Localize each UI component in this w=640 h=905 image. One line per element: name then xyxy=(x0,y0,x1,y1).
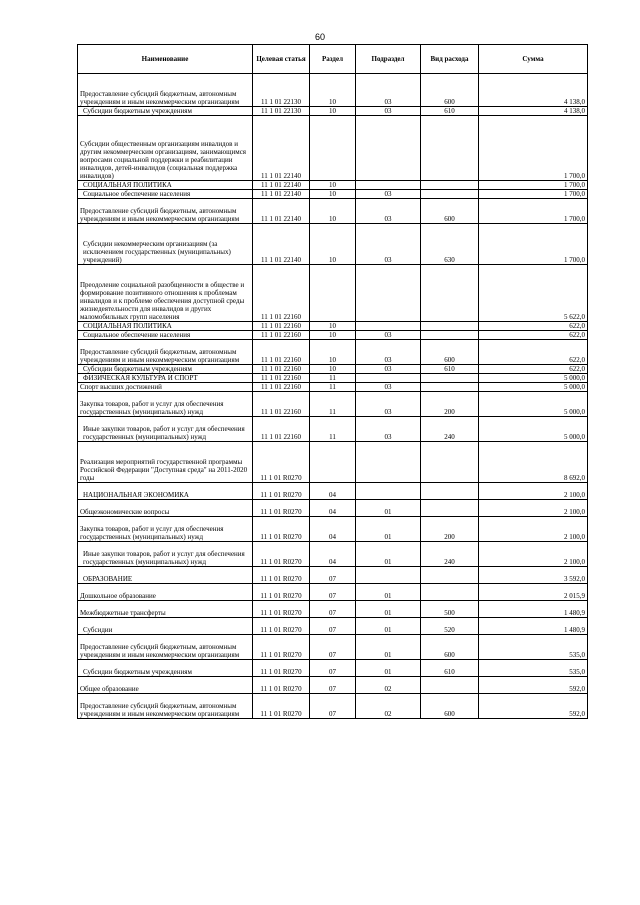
row-name: Предоставление субсидий бюджетным, автономным учреждениям и иным некоммерческим организациям xyxy=(78,340,253,365)
row-expense-type xyxy=(421,322,479,331)
table-row xyxy=(78,181,588,190)
row-subsection: 02 xyxy=(356,677,421,694)
row-target: 11 1 01 R0270 xyxy=(253,584,310,601)
row-section: 11 xyxy=(310,417,356,442)
header-name: Наименование xyxy=(78,45,253,74)
row-expense-type: 500 xyxy=(421,601,479,618)
row-sum: 4 138,0 xyxy=(479,74,588,107)
row-section: 07 xyxy=(310,694,356,719)
row-sum: 1 700,0 xyxy=(479,199,588,224)
table-row xyxy=(78,224,588,265)
page-number: 60 xyxy=(314,32,325,42)
table-row xyxy=(78,322,588,331)
row-sum: 5 622,0 xyxy=(479,265,588,322)
table-row xyxy=(78,677,588,694)
row-expense-type xyxy=(421,116,479,181)
row-sum: 5 000,0 xyxy=(479,374,588,383)
row-name: ОБРАЗОВАНИЕ xyxy=(78,567,253,584)
row-expense-type: 610 xyxy=(421,660,479,677)
row-sum: 2 100,0 xyxy=(479,542,588,567)
row-expense-type: 630 xyxy=(421,224,479,265)
row-target: 11 1 01 R0270 xyxy=(253,677,310,694)
row-name: НАЦИОНАЛЬНАЯ ЭКОНОМИКА xyxy=(78,483,253,500)
row-target: 11 1 01 22130 xyxy=(253,74,310,107)
row-name: Закупка товаров, работ и услуг для обеспечения государственных (муниципальных) нужд xyxy=(78,517,253,542)
row-expense-type xyxy=(421,331,479,340)
row-name: СОЦИАЛЬНАЯ ПОЛИТИКА xyxy=(78,181,253,190)
row-section: 04 xyxy=(310,517,356,542)
row-sum: 2 100,0 xyxy=(479,500,588,517)
row-section: 10 xyxy=(310,74,356,107)
row-target: 11 1 01 22160 xyxy=(253,383,310,392)
row-target: 11 1 01 R0270 xyxy=(253,618,310,635)
table-row xyxy=(78,383,588,392)
row-sum: 592,0 xyxy=(479,677,588,694)
row-sum: 1 700,0 xyxy=(479,190,588,199)
row-expense-type: 520 xyxy=(421,618,479,635)
table-row xyxy=(78,199,588,224)
table-row xyxy=(78,107,588,116)
row-expense-type xyxy=(421,500,479,517)
row-sum: 622,0 xyxy=(479,365,588,374)
table-row xyxy=(78,365,588,374)
row-section: 10 xyxy=(310,107,356,116)
row-subsection: 03 xyxy=(356,392,421,417)
table-row xyxy=(78,442,588,483)
row-expense-type xyxy=(421,374,479,383)
row-target: 11 1 01 R0270 xyxy=(253,442,310,483)
row-name: Субсидии бюджетным учреждениям xyxy=(78,660,253,677)
row-name: Иные закупки товаров, работ и услуг для обеспечения государственных (муниципальных) нужд xyxy=(78,417,253,442)
table-row xyxy=(78,500,588,517)
table-row xyxy=(78,635,588,660)
row-expense-type: 600 xyxy=(421,694,479,719)
row-sum: 4 138,0 xyxy=(479,107,588,116)
row-section: 10 xyxy=(310,365,356,374)
row-expense-type xyxy=(421,677,479,694)
row-expense-type: 610 xyxy=(421,365,479,374)
row-target: 11 1 01 22130 xyxy=(253,107,310,116)
row-section: 04 xyxy=(310,542,356,567)
row-sum: 1 700,0 xyxy=(479,181,588,190)
row-target: 11 1 01 22160 xyxy=(253,374,310,383)
row-subsection: 03 xyxy=(356,199,421,224)
row-subsection: 03 xyxy=(356,107,421,116)
row-section: 10 xyxy=(310,190,356,199)
row-expense-type: 600 xyxy=(421,199,479,224)
row-section: 07 xyxy=(310,567,356,584)
row-expense-type xyxy=(421,181,479,190)
row-subsection: 03 xyxy=(356,383,421,392)
row-subsection: 03 xyxy=(356,74,421,107)
row-subsection xyxy=(356,442,421,483)
table-row xyxy=(78,190,588,199)
row-subsection: 01 xyxy=(356,601,421,618)
row-sum: 592,0 xyxy=(479,694,588,719)
row-name: ФИЗИЧЕСКАЯ КУЛЬТУРА И СПОРТ xyxy=(78,374,253,383)
row-subsection xyxy=(356,483,421,500)
row-subsection: 01 xyxy=(356,618,421,635)
row-name: Межбюджетные трансферты xyxy=(78,601,253,618)
row-target: 11 1 01 R0270 xyxy=(253,517,310,542)
row-expense-type xyxy=(421,442,479,483)
row-section: 10 xyxy=(310,331,356,340)
row-sum: 5 000,0 xyxy=(479,392,588,417)
row-section: 10 xyxy=(310,224,356,265)
header-sum: Сумма xyxy=(479,45,588,74)
row-target: 11 1 01 22160 xyxy=(253,392,310,417)
row-section: 10 xyxy=(310,181,356,190)
row-subsection: 01 xyxy=(356,500,421,517)
row-sum: 3 592,0 xyxy=(479,567,588,584)
table-row xyxy=(78,265,588,322)
header-target: Целевая статья xyxy=(253,45,310,74)
row-subsection: 03 xyxy=(356,340,421,365)
table-row xyxy=(78,584,588,601)
row-target: 11 1 01 R0270 xyxy=(253,500,310,517)
row-expense-type xyxy=(421,190,479,199)
row-target: 11 1 01 22140 xyxy=(253,181,310,190)
row-subsection: 03 xyxy=(356,331,421,340)
row-name: Предоставление субсидий бюджетным, автономным учреждениям и иным некоммерческим организациям xyxy=(78,635,253,660)
row-expense-type: 600 xyxy=(421,74,479,107)
header-expense-type: Вид расхода xyxy=(421,45,479,74)
row-target: 11 1 01 22140 xyxy=(253,190,310,199)
row-sum: 1 700,0 xyxy=(479,116,588,181)
row-sum: 5 000,0 xyxy=(479,383,588,392)
table-row xyxy=(78,618,588,635)
table-row xyxy=(78,694,588,719)
row-section xyxy=(310,116,356,181)
table-row xyxy=(78,601,588,618)
row-target: 11 1 01 22160 xyxy=(253,322,310,331)
table-header-row xyxy=(78,45,588,74)
row-name: Иные закупки товаров, работ и услуг для обеспечения государственных (муниципальных) нужд xyxy=(78,542,253,567)
row-name: Социальное обеспечение населения xyxy=(78,331,253,340)
row-expense-type: 600 xyxy=(421,635,479,660)
row-target: 11 1 01 22160 xyxy=(253,265,310,322)
row-name: Субсидии некоммерческим организациям (за исключением государственных (муниципальных) учреждений) xyxy=(78,224,253,265)
table-row xyxy=(78,340,588,365)
row-target: 11 1 01 R0270 xyxy=(253,483,310,500)
row-section xyxy=(310,265,356,322)
row-sum: 2 100,0 xyxy=(479,517,588,542)
row-target: 11 1 01 R0270 xyxy=(253,601,310,618)
row-target: 11 1 01 R0270 xyxy=(253,635,310,660)
row-target: 11 1 01 22160 xyxy=(253,340,310,365)
row-target: 11 1 01 22140 xyxy=(253,116,310,181)
row-target: 11 1 01 R0270 xyxy=(253,542,310,567)
row-sum: 535,0 xyxy=(479,660,588,677)
row-subsection: 03 xyxy=(356,365,421,374)
row-name: Общеэкономические вопросы xyxy=(78,500,253,517)
row-sum: 1 480,9 xyxy=(479,618,588,635)
row-target: 11 1 01 R0270 xyxy=(253,567,310,584)
row-section: 10 xyxy=(310,322,356,331)
row-name: Закупка товаров, работ и услуг для обеспечения государственных (муниципальных) нужд xyxy=(78,392,253,417)
row-sum: 622,0 xyxy=(479,331,588,340)
table-row xyxy=(78,483,588,500)
row-subsection: 01 xyxy=(356,517,421,542)
header-subsection: Подраздел xyxy=(356,45,421,74)
budget-table xyxy=(77,44,588,719)
row-section: 07 xyxy=(310,677,356,694)
row-name: Дошкольное образование xyxy=(78,584,253,601)
row-subsection: 01 xyxy=(356,660,421,677)
row-sum: 1 700,0 xyxy=(479,224,588,265)
row-expense-type xyxy=(421,567,479,584)
row-section: 07 xyxy=(310,618,356,635)
row-name: Преодоление социальной разобщенности в обществе и формирование позитивного отношения к проблемам инвалидов и к проблеме обеспечения доступной среды жизнедеятельности для инвалидов и других маломобильных групп населения xyxy=(78,265,253,322)
row-subsection xyxy=(356,116,421,181)
row-name: Предоставление субсидий бюджетным, автономным учреждениям и иным некоммерческим организациям xyxy=(78,694,253,719)
row-sum: 8 692,0 xyxy=(479,442,588,483)
row-subsection: 01 xyxy=(356,584,421,601)
row-name: Социальное обеспечение населения xyxy=(78,190,253,199)
header-section: Раздел xyxy=(310,45,356,74)
table-row xyxy=(78,517,588,542)
row-expense-type xyxy=(421,483,479,500)
row-name: СОЦИАЛЬНАЯ ПОЛИТИКА xyxy=(78,322,253,331)
row-sum: 1 480,9 xyxy=(479,601,588,618)
row-subsection xyxy=(356,265,421,322)
row-section: 04 xyxy=(310,483,356,500)
row-target: 11 1 01 R0270 xyxy=(253,694,310,719)
row-expense-type xyxy=(421,584,479,601)
row-sum: 2 100,0 xyxy=(479,483,588,500)
table-row xyxy=(78,331,588,340)
table-row xyxy=(78,374,588,383)
row-expense-type xyxy=(421,383,479,392)
row-target: 11 1 01 22160 xyxy=(253,417,310,442)
row-sum: 2 015,9 xyxy=(479,584,588,601)
row-section xyxy=(310,442,356,483)
table-row xyxy=(78,542,588,567)
row-name: Реализация мероприятий государственной программы Российской Федерации "Доступная среда" на 2011-2020 годы xyxy=(78,442,253,483)
row-sum: 5 000,0 xyxy=(479,417,588,442)
row-name: Общее образование xyxy=(78,677,253,694)
row-subsection: 03 xyxy=(356,190,421,199)
row-name: Субсидии xyxy=(78,618,253,635)
row-subsection xyxy=(356,322,421,331)
row-section: 04 xyxy=(310,500,356,517)
row-subsection xyxy=(356,374,421,383)
table-row xyxy=(78,417,588,442)
row-target: 11 1 01 R0270 xyxy=(253,660,310,677)
row-expense-type xyxy=(421,265,479,322)
row-sum: 535,0 xyxy=(479,635,588,660)
row-name: Субсидии общественным организациям инвалидов и другим некоммерческим организациям, занимающимся вопросами социальной поддержки и реабилитации инвалидов, детей-инвалидов (социальная поддержка инвалидов) xyxy=(78,116,253,181)
row-expense-type: 240 xyxy=(421,542,479,567)
row-subsection: 01 xyxy=(356,542,421,567)
table-row xyxy=(78,392,588,417)
table-row xyxy=(78,567,588,584)
row-section: 10 xyxy=(310,340,356,365)
row-sum: 622,0 xyxy=(479,322,588,331)
row-target: 11 1 01 22160 xyxy=(253,331,310,340)
row-expense-type: 200 xyxy=(421,517,479,542)
row-section: 07 xyxy=(310,601,356,618)
row-section: 07 xyxy=(310,635,356,660)
table-row xyxy=(78,660,588,677)
row-target: 11 1 01 22140 xyxy=(253,199,310,224)
row-subsection xyxy=(356,181,421,190)
row-expense-type: 240 xyxy=(421,417,479,442)
row-section: 11 xyxy=(310,392,356,417)
row-target: 11 1 01 22160 xyxy=(253,365,310,374)
row-name: Предоставление субсидий бюджетным, автономным учреждениям и иным некоммерческим организациям xyxy=(78,74,253,107)
row-section: 10 xyxy=(310,199,356,224)
row-section: 11 xyxy=(310,383,356,392)
row-subsection: 03 xyxy=(356,224,421,265)
row-expense-type: 200 xyxy=(421,392,479,417)
table-row xyxy=(78,74,588,107)
row-expense-type: 610 xyxy=(421,107,479,116)
table-row xyxy=(78,116,588,181)
row-section: 07 xyxy=(310,584,356,601)
row-section: 11 xyxy=(310,374,356,383)
row-name: Субсидии бюджетным учреждениям xyxy=(78,107,253,116)
row-sum: 622,0 xyxy=(479,340,588,365)
row-subsection: 01 xyxy=(356,635,421,660)
row-name: Предоставление субсидий бюджетным, автономным учреждениям и иным некоммерческим организациям xyxy=(78,199,253,224)
row-expense-type: 600 xyxy=(421,340,479,365)
row-name: Субсидии бюджетным учреждениям xyxy=(78,365,253,374)
row-subsection: 02 xyxy=(356,694,421,719)
row-target: 11 1 01 22140 xyxy=(253,224,310,265)
row-subsection: 03 xyxy=(356,417,421,442)
row-section: 07 xyxy=(310,660,356,677)
row-name: Спорт высших достижений xyxy=(78,383,253,392)
row-subsection xyxy=(356,567,421,584)
